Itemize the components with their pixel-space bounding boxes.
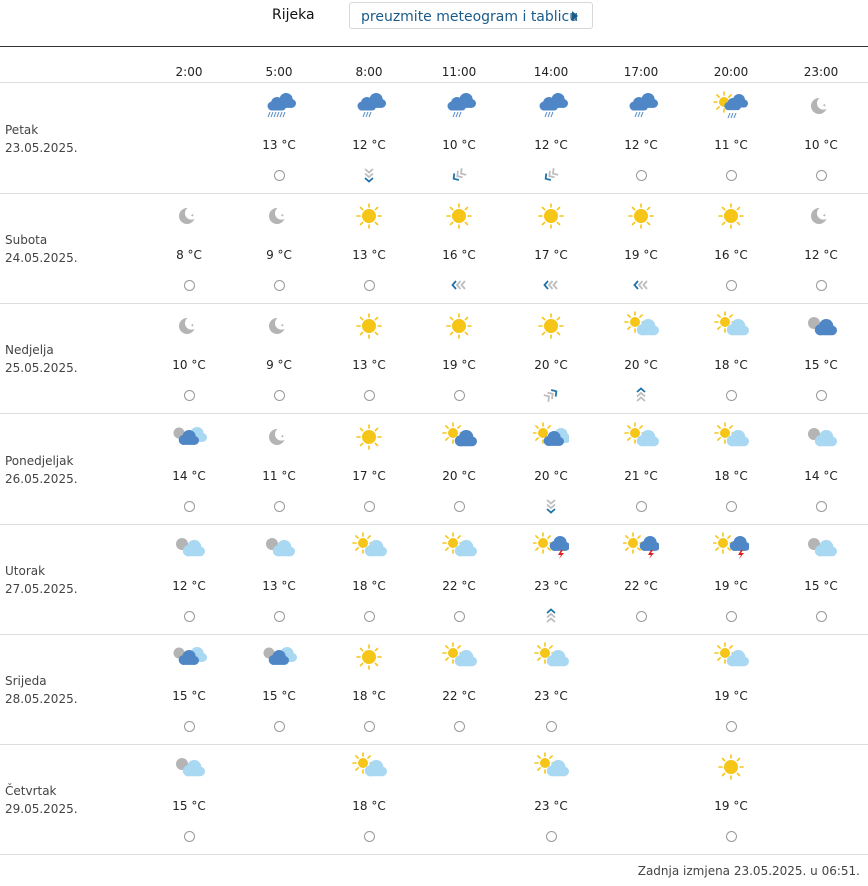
day-row <box>0 83 868 194</box>
forecast-cell[interactable] <box>516 634 586 744</box>
wind-calm-icon <box>180 827 198 845</box>
forecast-cell[interactable] <box>424 524 494 634</box>
day-row <box>0 193 868 304</box>
sun-cloud-icon <box>713 422 749 452</box>
forecast-cell[interactable] <box>154 744 224 854</box>
temperature: 18 °C <box>352 578 386 593</box>
forecast-cell[interactable] <box>424 83 494 193</box>
day-date: 29.05.2025. <box>5 802 78 817</box>
moon-icon <box>803 91 839 121</box>
temperature: 19 °C <box>624 248 658 263</box>
wind-calm-icon <box>632 497 650 515</box>
wind-arrow-up-right-icon <box>542 386 560 404</box>
forecast-cell[interactable] <box>606 524 676 634</box>
day-date: 25.05.2025. <box>5 361 78 376</box>
temperature: 13 °C <box>352 248 386 263</box>
wind-calm-icon <box>542 827 560 845</box>
forecast-cell[interactable] <box>424 303 494 413</box>
wind-calm-icon <box>450 497 468 515</box>
forecast-cell[interactable] <box>154 524 224 634</box>
temperature: 13 °C <box>262 138 296 152</box>
temperature: 18 °C <box>714 358 748 373</box>
svg-text:✦: ✦ <box>280 323 285 330</box>
wind-arrow-down-icon <box>360 166 378 184</box>
day-label <box>5 562 78 598</box>
sun-icon <box>441 311 477 341</box>
sun-icon <box>533 201 569 231</box>
wind-calm-icon <box>722 717 740 735</box>
wind-calm-icon <box>722 497 740 515</box>
wind-calm-icon <box>180 497 198 515</box>
svg-text:✦: ✦ <box>822 103 827 109</box>
day-date: 28.05.2025. <box>5 692 78 706</box>
moon-light-cloud-icon <box>171 752 207 782</box>
temperature: 20 °C <box>534 358 568 373</box>
temperature: 16 °C <box>714 248 748 263</box>
day-date: 24.05.2025. <box>5 251 78 266</box>
temperature: 20 °C <box>534 468 568 483</box>
temperature: 22 °C <box>442 578 476 593</box>
temperature: 15 °C <box>172 799 206 814</box>
wind-calm-icon <box>360 717 378 735</box>
sun-icon <box>533 311 569 341</box>
temperature: 19 °C <box>442 358 476 373</box>
sun-icon <box>441 201 477 231</box>
forecast-cell[interactable] <box>244 414 314 524</box>
hour-label: 8:00 <box>355 65 383 79</box>
forecast-cell[interactable] <box>696 524 766 634</box>
day-name: Utorak <box>5 563 46 578</box>
moon-icon <box>171 311 207 341</box>
rain-icon <box>623 91 659 121</box>
rain-icon <box>441 91 477 121</box>
wind-calm-icon <box>270 607 288 625</box>
forecast-cell[interactable] <box>606 193 676 303</box>
sun-clouds-icon <box>533 422 569 452</box>
moon-light-cloud-icon <box>171 532 207 562</box>
day-date: 26.05.2025. <box>5 471 78 486</box>
city-name: Rijeka <box>272 7 315 23</box>
temperature: 12 °C <box>172 578 206 593</box>
sun-cloud-icon <box>533 642 569 672</box>
wind-calm-icon <box>812 386 830 404</box>
moon-cloud-icon <box>803 311 839 341</box>
temperature: 12 °C <box>534 138 568 152</box>
last-update: Zadnja izmjena 23.05.2025. u 06:51. <box>637 864 860 878</box>
forecast-cell[interactable] <box>606 83 676 193</box>
wind-calm-icon <box>360 386 378 404</box>
temperature: 23 °C <box>534 578 568 593</box>
day-row <box>0 414 868 525</box>
wind-calm-icon <box>722 166 740 184</box>
sun-cloud-icon <box>533 752 569 782</box>
top-bar <box>0 0 868 47</box>
day-row <box>0 303 868 414</box>
wind-calm-icon <box>360 607 378 625</box>
rain-icon <box>533 91 569 121</box>
download-meteogram-button[interactable] <box>349 2 593 29</box>
temperature: 19 °C <box>714 578 748 593</box>
hour-label: 20:00 <box>713 65 749 79</box>
temperature: 8 °C <box>176 248 202 263</box>
wind-arrow-left-icon <box>450 276 468 294</box>
temperature: 15 °C <box>172 689 206 703</box>
wind-calm-icon <box>722 827 740 845</box>
wind-calm-icon <box>360 827 378 845</box>
wind-calm-icon <box>360 497 378 515</box>
wind-arrow-left-icon <box>542 276 560 294</box>
wind-calm-icon <box>812 497 830 515</box>
forecast-cell[interactable] <box>244 303 314 413</box>
temperature: 19 °C <box>714 799 748 814</box>
svg-text:✦: ✦ <box>822 213 827 220</box>
temperature: 10 °C <box>804 138 838 152</box>
temperature: 17 °C <box>534 248 568 263</box>
wind-calm-icon <box>722 276 740 294</box>
sun-icon <box>351 201 387 231</box>
day-row <box>0 744 868 855</box>
forecast-cell[interactable] <box>244 193 314 303</box>
wind-calm-icon <box>270 717 288 735</box>
wind-calm-icon <box>542 717 560 735</box>
sun-icon <box>623 201 659 231</box>
day-name: Četvrtak <box>5 784 57 799</box>
day-name: Ponedjeljak <box>5 453 74 468</box>
download-meteogram-label: preuzmite meteogram i tablicu <box>361 9 579 25</box>
sun-cloud-icon <box>713 642 749 672</box>
temperature: 20 °C <box>624 358 658 373</box>
hour-label: 11:00 <box>441 65 477 79</box>
moon-clouds-icon <box>171 642 207 672</box>
wind-calm-icon <box>450 717 468 735</box>
sun-storm-icon <box>533 532 569 562</box>
forecast-cell[interactable] <box>696 303 766 413</box>
forecast-cell[interactable] <box>244 524 314 634</box>
wind-calm-icon <box>270 497 288 515</box>
forecast-cell[interactable] <box>334 634 404 744</box>
day-date: 23.05.2025. <box>5 141 78 155</box>
wind-calm-icon <box>722 607 740 625</box>
svg-text:✦: ✦ <box>190 323 195 330</box>
forecast-cell[interactable] <box>696 193 766 303</box>
temperature: 11 °C <box>714 138 748 152</box>
temperature: 16 °C <box>442 248 476 263</box>
temperature: 18 °C <box>352 799 386 814</box>
forecast-cell[interactable] <box>696 744 766 854</box>
temperature: 13 °C <box>262 578 296 593</box>
day-name: Nedjelja <box>5 343 54 358</box>
sun-icon <box>351 642 387 672</box>
play-arrow-icon <box>572 11 578 21</box>
temperature: 15 °C <box>262 689 296 703</box>
hours-header <box>0 46 868 83</box>
wind-arrow-left-icon <box>632 276 650 294</box>
forecast-cell[interactable] <box>696 634 766 744</box>
heavy-rain-icon <box>261 91 297 121</box>
sun-cloud-icon <box>351 532 387 562</box>
day-name: Petak <box>5 123 39 137</box>
wind-calm-icon <box>270 276 288 294</box>
day-label <box>5 121 78 157</box>
forecast-cell[interactable] <box>516 193 586 303</box>
forecast-cell[interactable] <box>334 524 404 634</box>
wind-calm-icon <box>180 607 198 625</box>
temperature: 10 °C <box>442 138 476 152</box>
rain-icon <box>351 91 387 121</box>
forecast-cell[interactable] <box>334 83 404 193</box>
day-name: Srijeda <box>5 674 47 688</box>
moon-light-cloud-icon <box>261 532 297 562</box>
forecast-cell[interactable] <box>424 414 494 524</box>
sun-icon <box>713 201 749 231</box>
forecast-cell[interactable] <box>334 193 404 303</box>
day-name: Subota <box>5 233 48 248</box>
temperature: 23 °C <box>534 799 568 814</box>
wind-calm-icon <box>812 166 830 184</box>
day-row <box>0 524 868 635</box>
wind-calm-icon <box>812 607 830 625</box>
forecast-cell[interactable] <box>516 744 586 854</box>
forecast-cell[interactable] <box>786 83 856 193</box>
day-label <box>5 782 78 818</box>
moon-clouds-icon <box>261 642 297 672</box>
sun-storm-icon <box>623 532 659 562</box>
wind-calm-icon <box>722 386 740 404</box>
wind-calm-icon <box>180 717 198 735</box>
wind-calm-icon <box>180 276 198 294</box>
wind-calm-icon <box>180 386 198 404</box>
forecast-cell[interactable] <box>424 634 494 744</box>
forecast-cell[interactable] <box>606 414 676 524</box>
forecast-cell[interactable] <box>424 193 494 303</box>
sun-cloud-icon <box>623 311 659 341</box>
moon-clouds-icon <box>171 422 207 452</box>
temperature: 13 °C <box>352 358 386 373</box>
day-label <box>5 341 78 377</box>
sun-cloud-icon <box>351 752 387 782</box>
forecast-cell[interactable] <box>154 303 224 413</box>
moon-icon <box>261 422 297 452</box>
sun-icon <box>351 311 387 341</box>
wind-calm-icon <box>450 386 468 404</box>
sun-icon <box>351 422 387 452</box>
hour-label: 14:00 <box>533 65 569 79</box>
forecast-cell[interactable] <box>154 193 224 303</box>
day-label <box>5 672 78 708</box>
temperature: 11 °C <box>262 468 296 483</box>
day-label <box>5 452 78 488</box>
hour-label: 5:00 <box>265 65 293 79</box>
wind-arrow-down-icon <box>542 497 560 515</box>
forecast-cell[interactable] <box>516 414 586 524</box>
moon-light-cloud-icon <box>803 532 839 562</box>
moon-light-cloud-icon <box>803 422 839 452</box>
wind-calm-icon <box>270 166 288 184</box>
temperature: 9 °C <box>266 358 292 373</box>
temperature: 17 °C <box>352 468 386 483</box>
moon-icon <box>261 201 297 231</box>
moon-icon <box>803 201 839 231</box>
moon-icon <box>171 201 207 231</box>
svg-text:✦: ✦ <box>280 433 285 440</box>
temperature: 19 °C <box>714 689 748 703</box>
wind-arrow-up-icon <box>632 386 650 404</box>
forecast-cell[interactable] <box>516 524 586 634</box>
wind-calm-icon <box>270 386 288 404</box>
temperature: 10 °C <box>172 358 206 373</box>
day-date: 27.05.2025. <box>5 581 78 596</box>
forecast-cell[interactable] <box>334 744 404 854</box>
temperature: 14 °C <box>172 468 206 483</box>
forecast-cell[interactable] <box>244 83 314 193</box>
wind-calm-icon <box>632 607 650 625</box>
sun-cloud-icon <box>623 422 659 452</box>
hour-label: 2:00 <box>175 65 203 79</box>
temperature: 14 °C <box>804 468 838 483</box>
sun-rain-icon <box>713 91 749 121</box>
temperature: 22 °C <box>442 689 476 703</box>
hour-label: 23:00 <box>803 65 839 79</box>
forecast-cell[interactable] <box>154 414 224 524</box>
forecast-cell[interactable] <box>334 303 404 413</box>
temperature: 21 °C <box>624 468 658 483</box>
wind-calm-icon <box>632 166 650 184</box>
wind-arrow-down-left-icon <box>542 166 560 184</box>
temperature: 20 °C <box>442 468 476 483</box>
temperature: 18 °C <box>714 468 748 483</box>
sun-icon <box>713 752 749 782</box>
temperature: 15 °C <box>804 358 838 373</box>
temperature: 9 °C <box>266 248 292 263</box>
forecast-cell[interactable] <box>786 193 856 303</box>
forecast-cell[interactable] <box>786 303 856 413</box>
svg-text:✦: ✦ <box>280 213 285 220</box>
svg-text:✦: ✦ <box>190 213 195 220</box>
forecast-cell[interactable] <box>786 524 856 634</box>
forecast-cell[interactable] <box>606 303 676 413</box>
sun-cloud-icon <box>713 311 749 341</box>
forecast-cell[interactable] <box>154 634 224 744</box>
day-label <box>5 231 78 267</box>
forecast-cell[interactable] <box>696 83 766 193</box>
temperature: 22 °C <box>624 578 658 593</box>
sun-dark-cloud-icon <box>441 422 477 452</box>
temperature: 23 °C <box>534 689 568 703</box>
forecast-cell[interactable] <box>516 83 586 193</box>
forecast-cell[interactable] <box>334 414 404 524</box>
temperature: 18 °C <box>352 689 386 703</box>
forecast-cell[interactable] <box>244 634 314 744</box>
sun-storm-icon <box>713 532 749 562</box>
forecast-cell[interactable] <box>696 414 766 524</box>
wind-calm-icon <box>812 276 830 294</box>
moon-icon <box>261 311 297 341</box>
hour-label: 17:00 <box>623 65 659 79</box>
temperature: 12 °C <box>804 248 838 263</box>
wind-arrow-up-icon <box>542 607 560 625</box>
temperature: 12 °C <box>352 138 386 152</box>
sun-cloud-icon <box>441 532 477 562</box>
wind-arrow-down-left-icon <box>450 166 468 184</box>
temperature: 15 °C <box>804 578 838 593</box>
wind-calm-icon <box>360 276 378 294</box>
forecast-cell[interactable] <box>516 303 586 413</box>
forecast-cell[interactable] <box>786 414 856 524</box>
temperature: 12 °C <box>624 138 658 152</box>
sun-cloud-icon <box>441 642 477 672</box>
wind-calm-icon <box>450 607 468 625</box>
day-row <box>0 634 868 745</box>
